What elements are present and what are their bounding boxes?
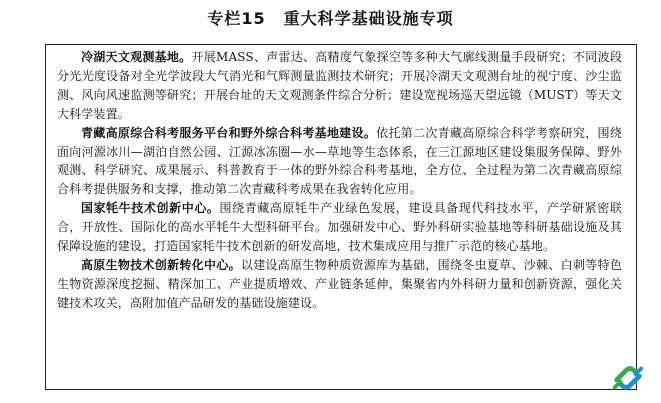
logo-blue-tail <box>636 369 642 375</box>
column-label: 专栏15 <box>207 9 266 28</box>
logo-green-tail <box>615 382 621 388</box>
project-paragraph-cold-lake <box>57 48 622 124</box>
project-heading: 青藏高原综合科考服务平台和野外综合科考基地建设。 <box>81 125 377 140</box>
project-paragraph-tibet-plateau <box>57 124 622 200</box>
project-body: 依托第二次青藏高原综合科学考察研究，围绕面向河源冰川—湖泊自然公园、江源冰冻圈—水—草地等生态体系，在三江源地区建设集服务保障、野外观测、科学研究、成果展示、科普教育于一体的野外综合科考基地，全方位、全过程为第二次青藏高原综合科考提供服务和支撑，推动第二次青藏科考成果在我省转化应用。 <box>57 125 622 197</box>
project-body: 围绕青藏高原牦牛产业绿色发展，建设具备现代科技水平，产学研紧密联合，开放性、国际化的高水平牦牛大型科研平台。加强研发中心、野外科研实验基地等科研基础设施及其保障设施的建设，打造国家牦牛技术创新的研发高地，技术集成应用与推广示范的核心基地。 <box>57 201 622 254</box>
project-paragraph-yak-center <box>57 199 622 256</box>
project-body: 以建设高原生物种质资源库为基础，围绕冬虫夏草、沙棘、白刺等特色生物资源深度挖掘、精深加工、产业提质增效、产业链条延伸，集聚省内外科研力量和创新资源，强化关键技术攻关，高附加值产品研发的基础设施建设。 <box>57 257 623 310</box>
project-paragraph-biotech-center <box>57 256 622 313</box>
project-heading: 国家牦牛技术创新中心。 <box>81 201 220 216</box>
column-title: 重大科学基础设施专项 <box>283 9 454 28</box>
logo-green-link <box>617 369 636 380</box>
project-body: 开展MASS、声雷达、高精度气象探空等多种大气廓线测量手段研究；不同波段分光光度设备对全光学波段大气消光和气辉测量监测技术研究；开展冷湖天文观测台址的视宁度、沙尘监测、风向风速监测等研究；开展台址的天文观测条件综合分析；建设宽视场巡天望远镜（MUST）等天文大科学装置。 <box>57 50 622 121</box>
project-heading: 冷湖天文观测基地。 <box>81 50 192 64</box>
logo-blue-link <box>620 376 639 387</box>
chain-link-logo-icon <box>609 359 647 397</box>
page-title <box>0 8 661 30</box>
content-box <box>45 44 637 390</box>
project-heading: 高原生物技术创新转化中心。 <box>81 257 241 272</box>
